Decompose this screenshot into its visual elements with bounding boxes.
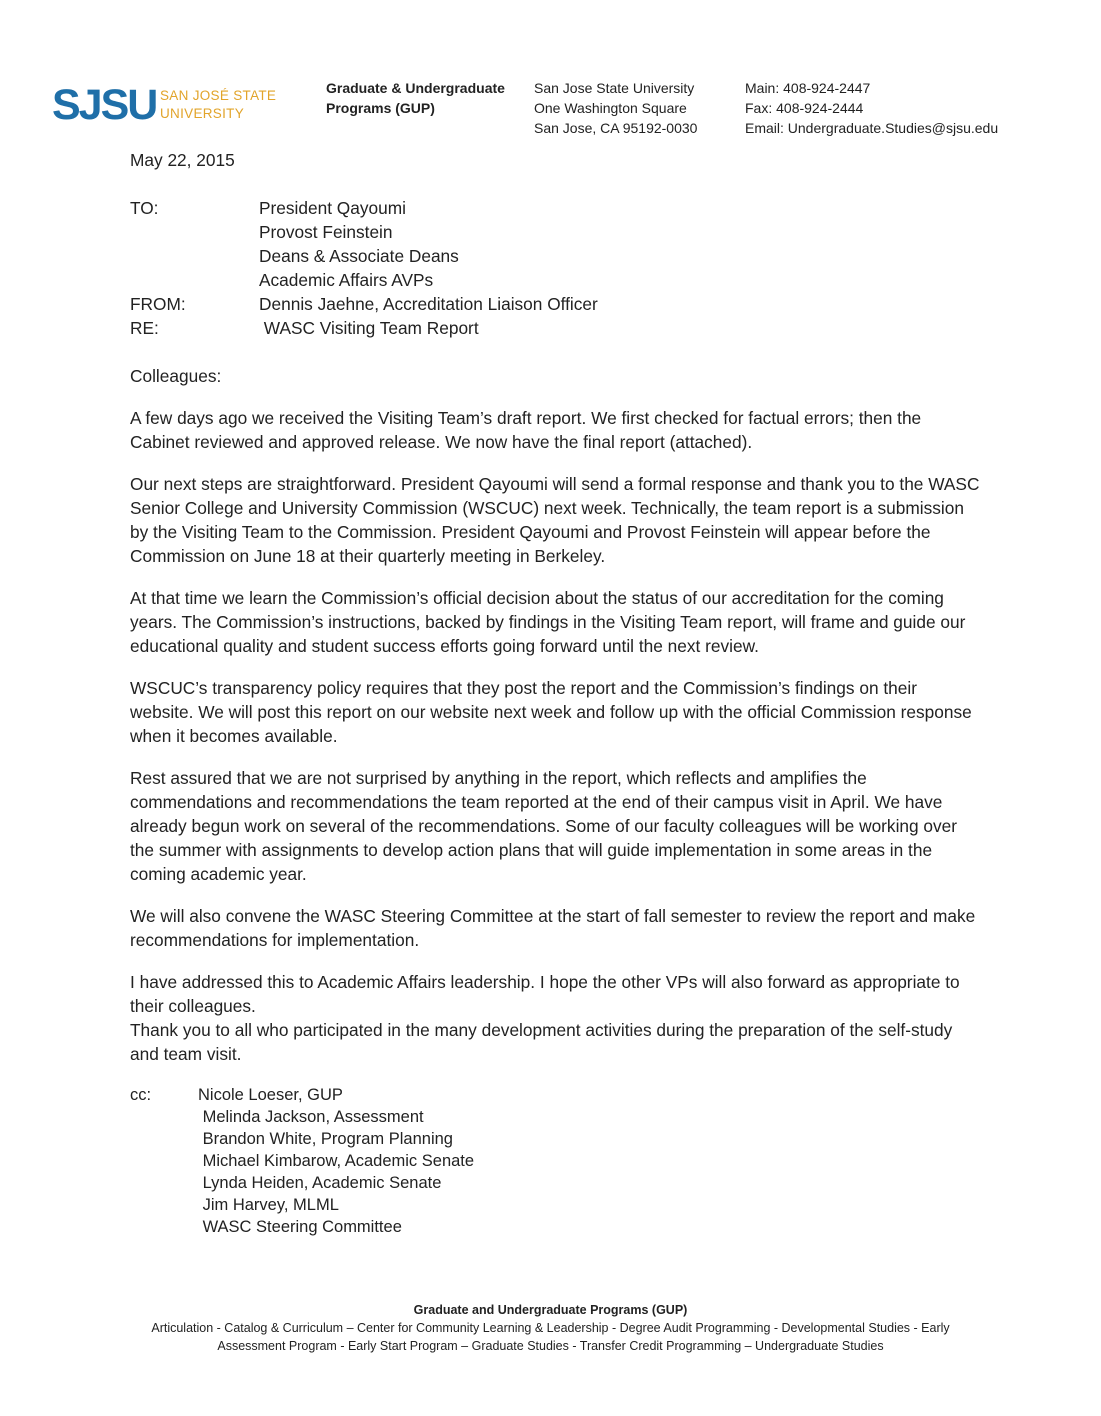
sender: Dennis Jaehne, Accreditation Liaison Officer bbox=[259, 294, 598, 314]
page-footer bbox=[0, 1301, 1101, 1355]
cc-row bbox=[130, 1128, 980, 1150]
from-label: FROM: bbox=[130, 294, 186, 314]
address-line-2: One Washington Square bbox=[534, 100, 687, 116]
paragraph: Thank you to all who participated in the many development activities during the preparation of the self-study and team visit. bbox=[130, 1020, 953, 1064]
cc-recipient: Lynda Heiden, Academic Senate bbox=[198, 1174, 442, 1192]
cc-row bbox=[130, 1216, 980, 1238]
re-label: RE: bbox=[130, 318, 159, 338]
paragraph: We will also convene the WASC Steering Committee at the start of fall semester to review the report and make recommendations for implementation. bbox=[130, 906, 976, 950]
subject: WASC Visiting Team Report bbox=[259, 318, 479, 338]
paragraph: WSCUC’s transparency policy requires that they post the report and the Commission’s findings on their website. We will post this report on our website next week and follow up with the official Commission response when it becomes available. bbox=[130, 678, 972, 746]
cc-recipient: Nicole Loeser, GUP bbox=[198, 1086, 343, 1104]
to-row bbox=[130, 220, 980, 244]
logo-line-1: SAN JOSÉ STATE bbox=[160, 88, 277, 103]
to-row bbox=[130, 268, 980, 292]
cc-recipient: Brandon White, Program Planning bbox=[198, 1130, 453, 1148]
cc-recipient: WASC Steering Committee bbox=[198, 1218, 402, 1236]
cc-row bbox=[130, 1172, 980, 1194]
re-row bbox=[130, 316, 980, 340]
footer-line-2: Assessment Program - Early Start Program – Graduate Studies - Transfer Credit Programming – Undergraduate Studies bbox=[217, 1339, 884, 1353]
department-line-1: Graduate & Undergraduate bbox=[326, 80, 505, 96]
cc-recipient: Melinda Jackson, Assessment bbox=[198, 1108, 424, 1126]
cc-row bbox=[130, 1084, 980, 1106]
address-line-3: San Jose, CA 95192-0030 bbox=[534, 120, 698, 136]
letterhead bbox=[0, 76, 1101, 146]
to-row bbox=[130, 244, 980, 268]
paragraph: Our next steps are straightforward. President Qayoumi will send a formal response and thank you to the WASC Senior College and University Commission (WSCUC) next week. Technically, the team report is a submission by the Visiting Team to the Commission. President Qayoumi and Provost Feinstein will appear before the Commission on June 18 at their quarterly meeting in Berkeley. bbox=[130, 474, 980, 566]
salutation: Colleagues: bbox=[130, 366, 222, 386]
logo-wordmark bbox=[160, 87, 276, 123]
cc-row bbox=[130, 1106, 980, 1128]
from-row bbox=[130, 292, 980, 316]
recipient: Academic Affairs AVPs bbox=[259, 270, 434, 290]
recipient: Deans & Associate Deans bbox=[259, 246, 459, 266]
address-line-1: San Jose State University bbox=[534, 80, 695, 96]
paragraph: Rest assured that we are not surprised by anything in the report, which reflects and amplifies the commendations and recommendations the team reported at the end of their campus visit in April. We have already begun work on several of the recommendations. Some of our faculty colleagues will be working over the summer with assignments to develop action plans that will guide implementation in some areas in the coming academic year. bbox=[130, 768, 958, 884]
cc-label: cc: bbox=[130, 1086, 152, 1104]
cc-list bbox=[130, 1084, 980, 1238]
footer-line-1: Articulation - Catalog & Curriculum – Center for Community Learning & Leadership - Degree Audit Programming - Developmental Studies - Early bbox=[151, 1321, 950, 1335]
recipient: President Qayoumi bbox=[259, 198, 406, 218]
paragraph: I have addressed this to Academic Affairs leadership. I hope the other VPs will also forward as appropriate to their colleagues. bbox=[130, 972, 960, 1016]
letter-body bbox=[130, 148, 980, 1238]
recipient: Provost Feinstein bbox=[259, 222, 393, 242]
cc-row bbox=[130, 1194, 980, 1216]
cc-recipient: Jim Harvey, MLML bbox=[198, 1196, 339, 1214]
cc-row bbox=[130, 1150, 980, 1172]
paragraph: A few days ago we received the Visiting Team’s draft report. We first checked for factual errors; then the Cabinet reviewed and approved release. We now have the final report (attached). bbox=[130, 408, 922, 452]
contact-main-phone: Main: 408-924-2447 bbox=[745, 80, 871, 96]
logo-line-2: UNIVERSITY bbox=[160, 106, 245, 121]
department-name bbox=[326, 78, 505, 118]
cc-recipient: Michael Kimbarow, Academic Senate bbox=[198, 1152, 475, 1170]
paragraph: At that time we learn the Commission’s official decision about the status of our accreditation for the coming years. The Commission’s instructions, backed by findings in the Visiting Team report, will frame and guide our educational quality and student success efforts going forward until the next review. bbox=[130, 588, 966, 656]
contact-fax: Fax: 408-924-2444 bbox=[745, 100, 864, 116]
department-line-2: Programs (GUP) bbox=[326, 100, 435, 116]
routing-block bbox=[130, 196, 980, 340]
to-row bbox=[130, 196, 980, 220]
contact-info bbox=[745, 78, 998, 138]
mailing-address bbox=[534, 78, 697, 138]
letter-date: May 22, 2015 bbox=[130, 150, 235, 170]
logo-mark: SJSU bbox=[52, 81, 157, 129]
footer-title: Graduate and Undergraduate Programs (GUP) bbox=[413, 1303, 688, 1317]
to-label: TO: bbox=[130, 198, 159, 218]
contact-email: Email: Undergraduate.Studies@sjsu.edu bbox=[745, 120, 999, 136]
